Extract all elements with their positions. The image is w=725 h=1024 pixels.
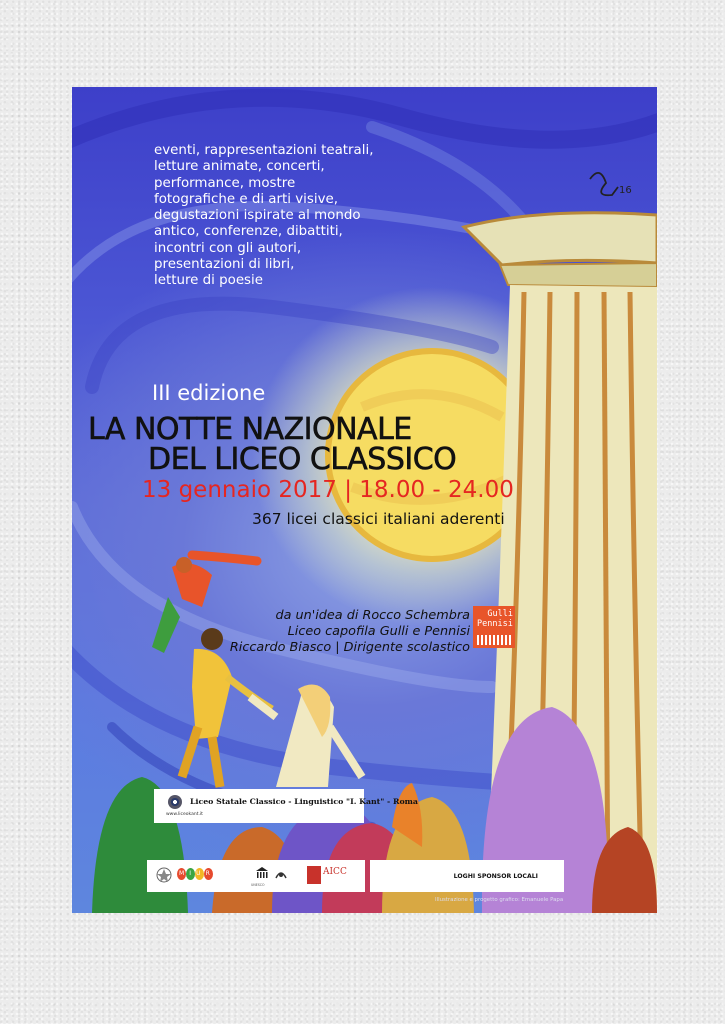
miur-text: M I U R [179, 870, 212, 877]
credit-line: da un'idea di Rocco Schembra [275, 608, 470, 623]
unesco-temple-icon [255, 866, 269, 880]
title-line-1: LA NOTTE NAZIONALE [88, 412, 412, 447]
aicc-emblem-icon [307, 866, 321, 884]
sponsor-label: LOGHI SPONSOR LOCALI [453, 873, 538, 880]
activity-line: letture di poesie [154, 273, 263, 289]
activity-line: incontri con gli autori, [154, 240, 302, 256]
edition-label: III edizione [152, 381, 266, 405]
illustration-credit: Illustrazione e progetto grafico: Emanuele Papa [435, 897, 564, 903]
logo-bars [477, 635, 512, 645]
activity-line: fotografiche e di arti visive, [154, 191, 339, 207]
activity-line: antico, conferenze, dibattiti, [154, 224, 343, 240]
partner-logos [147, 860, 365, 892]
unesco-network-icon [273, 866, 289, 882]
sponsor-area [370, 860, 564, 892]
logo-text: Gulli [487, 609, 513, 619]
italian-republic-emblem-icon [155, 866, 173, 886]
credit-line: Liceo capofila Gulli e Pennisi [287, 624, 470, 639]
miur-logo [177, 868, 215, 880]
host-school-name: Liceo Statale Classico - Linguistico "I. Kant" - Roma [190, 797, 418, 806]
logo-text: Pennisi [477, 619, 513, 629]
credit-line: Riccardo Biasco | Dirigente scolastico [229, 640, 470, 655]
title-line-2: DEL LICEO CLASSICO [148, 442, 457, 477]
host-school-banner [154, 789, 418, 823]
unesco-caption: UNESCO [251, 883, 265, 887]
poster [72, 87, 657, 913]
activities-list [154, 143, 414, 290]
artist-signature [590, 173, 632, 196]
host-school-website: www.liceokant.it [166, 812, 203, 817]
aicc-text: AICC [323, 867, 347, 877]
credits [230, 608, 470, 656]
gulli-pennisi-logo [473, 606, 515, 648]
signature-year: 16 [619, 185, 632, 196]
activity-line: letture animate, concerti, [154, 159, 325, 175]
adherents-count: 367 licei classici italiani aderenti [252, 510, 505, 528]
event-date: 13 gennaio 2017 | 18.00 - 24.00 [142, 477, 514, 503]
activity-line: degustazioni ispirate al mondo [154, 208, 361, 224]
activity-line: presentazioni di libri, [154, 257, 295, 273]
school-seal-icon [168, 795, 182, 809]
activity-line: eventi, rappresentazioni teatrali, [154, 143, 374, 158]
activity-line: performance, mostre [154, 175, 296, 191]
